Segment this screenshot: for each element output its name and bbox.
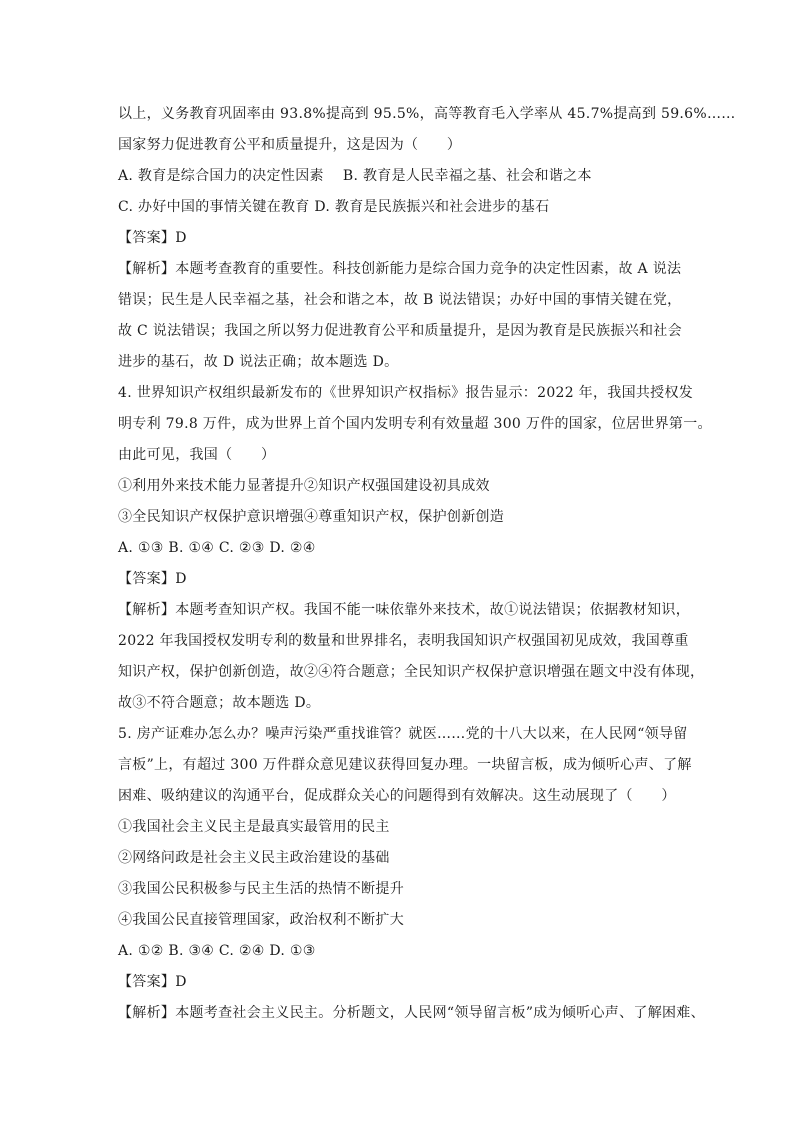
question-4-statement-34: ③全民知识产权保护意识增强④尊重知识产权，保护创新创造 <box>118 509 505 525</box>
analysis-line-1: 【解析】本题考查知识产权。我国不能一味依靠外来技术，故①说法错误；依据教材知识， <box>118 602 690 618</box>
option-line-cd: C. 办好中国的事情关键在教育 D. 教育是民族振兴和社会进步的基石 <box>118 199 550 215</box>
question-5-line-3: 困难、吸纳建议的沟通平台，促成群众关心的问题得到有效解决。这生动展现了（ ） <box>118 788 676 804</box>
question-4-options: A. ①③ B. ①④ C. ②③ D. ②④ <box>118 540 316 556</box>
analysis-line-3: 故 C 说法错误；我国之所以努力促进教育公平和质量提升，是因为教育是民族振兴和社会 <box>118 323 682 339</box>
answer-line: 【答案】D <box>118 571 187 587</box>
question-5-statement-3: ③我国公民积极参与民主生活的热情不断提升 <box>118 881 404 897</box>
analysis-line-4: 进步的基石，故 D 说法正确；故本题选 D。 <box>118 354 399 370</box>
text-line-1: 以上，义务教育巩固率由 93.8%提高到 95.5%，高等教育毛入学率从 45.7%提高到 59.6%…… <box>118 106 736 122</box>
analysis-line-2: 错误；民生是人民幸福之基，社会和谐之本，故 B 说法错误；办好中国的事情关键在党， <box>118 292 682 308</box>
analysis-line-2: 2022 年我国授权发明专利的数量和世界排名，表明我国知识产权强国初见成效，我国尊重 <box>118 633 689 649</box>
question-4-statement-12: ①利用外来技术能力显著提升②知识产权强国建设初具成效 <box>118 478 490 494</box>
option-line-ab: A. 教育是综合国力的决定性因素 B. 教育是人民幸福之基、社会和谐之本 <box>118 168 592 184</box>
question-5-statement-4: ④我国公民直接管理国家，政治权利不断扩大 <box>118 912 404 928</box>
analysis-line-1: 【解析】本题考查教育的重要性。科技创新能力是综合国力竞争的决定性因素，故 A 说法 <box>118 261 682 277</box>
question-5-statement-1: ①我国社会主义民主是最真实最管用的民主 <box>118 819 390 835</box>
analysis-line-1: 【解析】本题考查社会主义民主。分析题文，人民网“领导留言板”成为倾听心声、了解困难、 <box>118 1005 705 1021</box>
answer-line: 【答案】D <box>118 974 187 990</box>
analysis-line-3: 知识产权，保护创新创造，故②④符合题意；全民知识产权保护意识增强在题文中没有体现， <box>118 664 705 680</box>
question-5-statement-2: ②网络问政是社会主义民主政治建设的基础 <box>118 850 390 866</box>
question-4-line-1: 4. 世界知识产权组织最新发布的《世界知识产权指标》报告显示：2022 年，我国共授权发 <box>118 385 694 401</box>
question-5-line-1: 5. 房产证难办怎么办？噪声污染严重找谁管？就医……党的十八大以来，在人民网“领导留 <box>118 726 688 742</box>
text-line-2: 国家努力促进教育公平和质量提升，这是因为（ ） <box>118 137 462 153</box>
analysis-line-4: 故③不符合题意；故本题选 D。 <box>118 695 321 711</box>
answer-line: 【答案】D <box>118 230 187 246</box>
question-5-line-2: 言板”上，有超过 300 万件群众意见建议获得回复办理。一块留言板，成为倾听心声、了解 <box>118 757 692 773</box>
question-4-line-2: 明专利 79.8 万件，成为世界上首个国内发明专利有效量超 300 万件的国家，位居世界第一。 <box>118 416 712 432</box>
question-5-options: A. ①② B. ③④ C. ②④ D. ①③ <box>118 943 316 959</box>
question-4-line-3: 由此可见，我国（ ） <box>118 447 276 463</box>
